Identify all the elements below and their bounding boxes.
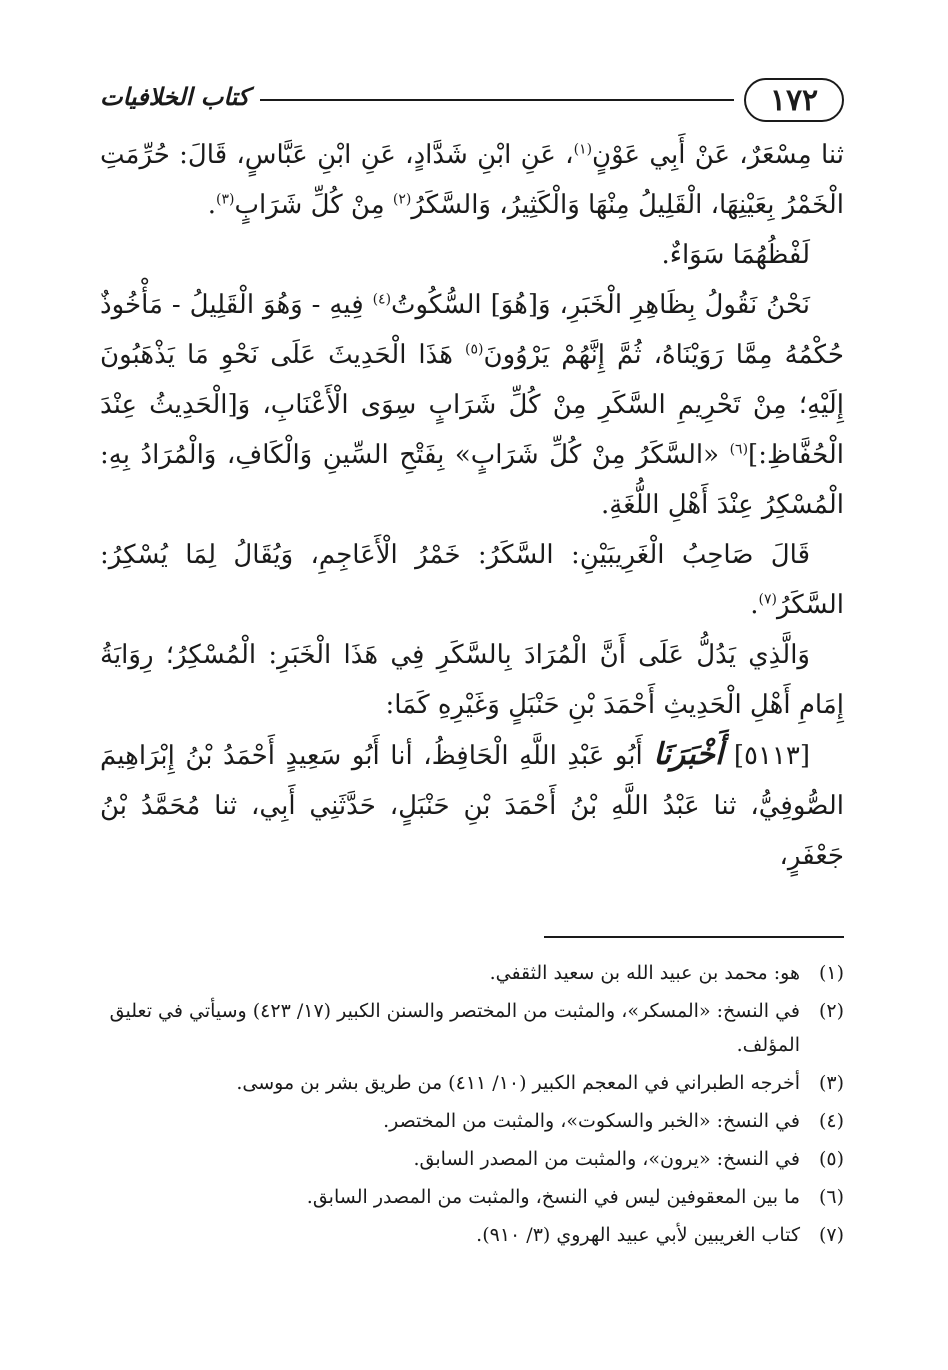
footnote-ref-4[interactable]: (٤) <box>372 291 392 308</box>
text-span: ثنا مِسْعَرٌ، عَنْ أَبِي عَوْنٍ <box>592 140 844 170</box>
page-number: ١٧٢ <box>744 78 844 122</box>
paragraph-hadith-5113 <box>100 730 844 881</box>
footnote-number: (٥) <box>818 1148 844 1170</box>
footnote-2 <box>100 994 844 1062</box>
text-span: أَبُو عَبْدِ اللَّهِ الْحَافِظُ، أنا أَبُو سَعِيدٍ أَحْمَدُ بْنُ إِبْرَاهِيمَ الصُّوفِيُّ، ثنا عَبْدُ اللَّهِ بْنُ أَحْمَدَ بْنِ حَنْبَلٍ، حَدَّثَنِي أَبِي، ثنا مُحَمَّدُ بْنُ جَعْفَرٍ، <box>100 741 844 871</box>
footnote-number: (٧) <box>818 1224 844 1246</box>
footnote-number: (٤) <box>818 1110 844 1132</box>
footnote-ref-3[interactable]: (٣) <box>216 191 235 208</box>
footnote-text: هو: محمد بن عبيد الله بن سعيد الثقفي. <box>489 962 800 984</box>
text-span: فِيهِ - وَهُوَ الْقَلِيلُ - مَأْخُوذٌ حُكْمُهُ مِمَّا رَوَيْنَاهُ، ثُمَّ إِنَّهُمْ يَرْوُونَ <box>100 290 844 370</box>
footnote-5 <box>100 1142 844 1176</box>
footnote-ref-2[interactable]: (٢) <box>392 191 412 208</box>
book-page <box>100 60 844 1340</box>
text-span: مِنْ كُلِّ شَرَابٍ <box>234 190 393 220</box>
paragraph-lafzuhuma: لَفْظُهُمَا سَوَاءٌ. <box>661 240 810 270</box>
text-span: قَالَ صَاحِبُ الْغَرِيبَيْنِ: السَّكَرُ: خَمْرُ الْأَعَاجِمِ، وَيُقَالُ لِمَا يُسْكِرُ: السَّكَرُ <box>100 540 844 620</box>
footnote-ref-6[interactable]: (٦) <box>729 441 749 458</box>
footnote-text: أخرجه الطبراني في المعجم الكبير (١٠/ ٤١١) من طريق بشر بن موسى. <box>236 1072 800 1094</box>
footnote-4 <box>100 1104 844 1138</box>
text-span: نَحْنُ نَقُولُ بِظَاهِرِ الْخَبَرِ، وَ[هُوَ] السُّكُوتُ <box>391 290 810 320</box>
footnote-number: (١) <box>818 962 844 984</box>
footnote-text: ما بين المعقوفين ليس في النسخ، والمثبت من المصدر السابق. <box>306 1186 800 1208</box>
footnote-6 <box>100 1180 844 1214</box>
header-rule <box>260 99 734 101</box>
text-span: «السَّكَرُ مِنْ كُلِّ شَرَابٍ» بِفَتْحِ السِّينِ وَالْكَافِ، وَالْمُرَادُ بِهِ: الْمُسْكِرُ عِنْدَ أَهْلِ اللُّغَةِ. <box>100 440 844 520</box>
footnote-ref-5[interactable]: (٥) <box>465 341 484 358</box>
footnote-text: كتاب الغريبين لأبي عبيد الهروي (٣/ ٩١٠). <box>476 1224 800 1246</box>
footnote-number: (٦) <box>818 1186 844 1208</box>
page-header <box>100 78 844 128</box>
footnotes <box>100 956 844 1256</box>
footnote-text: في النسخ: «يرون»، والمثبت من المصدر السابق. <box>413 1148 800 1170</box>
main-text <box>100 130 844 881</box>
book-title: كتاب الخلافيات <box>100 82 250 111</box>
footnote-separator <box>544 936 844 938</box>
text-span: ، عَنِ ابْنِ شَدَّادٍ، عَنِ ابْنِ عَبَّاسٍ، قَالَ: حُرِّمَتِ الْخَمْرُ بِعَيْنِهَا، الْقَلِيلُ مِنْهَا وَالْكَثِيرُ، وَالسَّكَرُ <box>100 140 844 220</box>
footnote-number: (٣) <box>818 1072 844 1094</box>
footnote-number: (٢) <box>818 1000 844 1022</box>
footnote-ref-7[interactable]: (٧) <box>758 591 777 608</box>
paragraph-isnad <box>100 130 844 230</box>
footnote-3 <box>100 1066 844 1100</box>
footnote-text: في النسخ: «الخبر والسكوت»، والمثبت من المختصر. <box>383 1110 800 1132</box>
text-span: هَذَا الْحَدِيثَ عَلَى نَحْوِ مَا يَذْهَبُونَ إِلَيْهِ؛ مِنْ تَحْرِيمِ السَّكَرِ مِنْ كُلِّ شَرَابٍ سِوَى الْأَعْنَابِ، وَ[الْحَدِيثُ عِنْدَ الْحُفَّاظِ:] <box>100 340 844 470</box>
akhbarana-word: أَخْبَرَنَا <box>653 737 724 772</box>
footnote-text: في النسخ: «المسكر»، والمثبت من المختصر والسنن الكبير (١٧/ ٤٢٣) وسيأتي في تعليق المؤلف. <box>109 1000 800 1056</box>
text-span: . <box>750 590 759 620</box>
footnote-7 <box>100 1218 844 1252</box>
paragraph-commentary <box>100 280 844 530</box>
footnote-ref-1[interactable]: (١) <box>573 141 593 158</box>
footnote-1 <box>100 956 844 990</box>
paragraph-evidence: وَالَّذِي يَدُلُّ عَلَى أَنَّ الْمُرَادَ بِالسَّكَرِ فِي هَذَا الْخَبَرِ: الْمُسْكِرُ؛ رِوَايَةُ إِمَامِ أَهْلِ الْحَدِيثِ أَحْمَدَ بْنِ حَنْبَلٍ وَغَيْرِهِ كَمَا: <box>100 640 844 720</box>
paragraph-gharibayn <box>100 530 844 630</box>
hadith-number: [٥١١٣] <box>733 741 811 771</box>
text-span: . <box>207 190 217 220</box>
